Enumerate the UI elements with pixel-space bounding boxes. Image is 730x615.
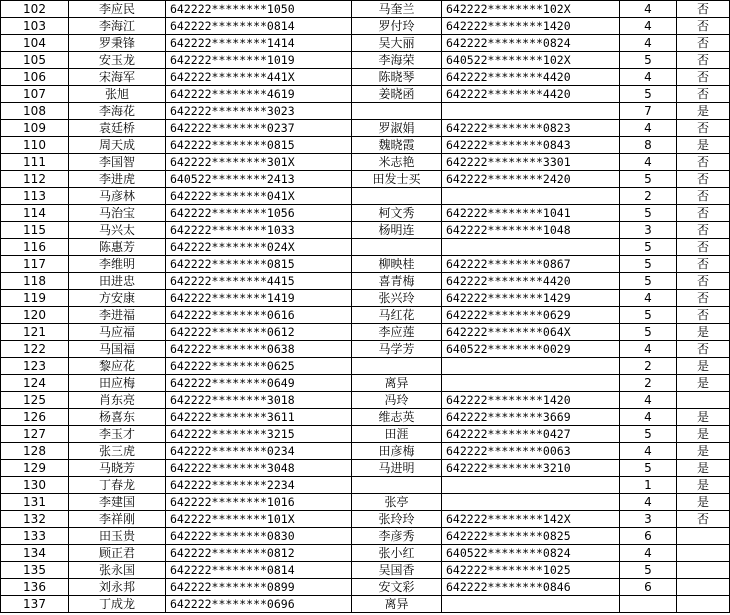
- status-flag-cell: [677, 579, 730, 596]
- householder-id-cell: 642222********041X: [166, 188, 352, 205]
- row-number-cell: 112: [1, 171, 69, 188]
- householder-id-cell: 642222********0814: [166, 562, 352, 579]
- status-flag-cell: 否: [677, 154, 730, 171]
- householder-name-cell: 马兴太: [69, 222, 166, 239]
- household-size-cell: 3: [620, 222, 677, 239]
- spouse-name-cell: 张亭: [352, 494, 442, 511]
- householder-name-cell: 丁春龙: [69, 477, 166, 494]
- spouse-id-cell: 642222********0063: [442, 443, 620, 460]
- householder-id-cell: 642222********4415: [166, 273, 352, 290]
- table-row: [1, 205, 730, 222]
- spouse-name-cell: 张玲玲: [352, 511, 442, 528]
- status-flag-cell: 否: [677, 341, 730, 358]
- householder-name-cell: 李海花: [69, 103, 166, 120]
- table-row: [1, 1, 730, 18]
- table-body: [1, 1, 730, 613]
- householder-name-cell: 马彦林: [69, 188, 166, 205]
- household-size-cell: 4: [620, 290, 677, 307]
- household-size-cell: 4: [620, 35, 677, 52]
- status-flag-cell: 否: [677, 86, 730, 103]
- householder-name-cell: 丁成龙: [69, 596, 166, 613]
- spouse-id-cell: 642222********1025: [442, 562, 620, 579]
- householder-name-cell: 李海江: [69, 18, 166, 35]
- status-flag-cell: 否: [677, 239, 730, 256]
- spouse-name-cell: 马学芳: [352, 341, 442, 358]
- householder-id-cell: 642222********441X: [166, 69, 352, 86]
- table-row: [1, 52, 730, 69]
- household-size-cell: 4: [620, 120, 677, 137]
- householder-id-cell: 642222********0625: [166, 358, 352, 375]
- householder-name-cell: 周天成: [69, 137, 166, 154]
- status-flag-cell: 否: [677, 511, 730, 528]
- spouse-id-cell: 642222********102X: [442, 1, 620, 18]
- status-flag-cell: 否: [677, 52, 730, 69]
- status-flag-cell: 否: [677, 18, 730, 35]
- householder-name-cell: 陈惠芳: [69, 239, 166, 256]
- spouse-id-cell: 642222********4420: [442, 273, 620, 290]
- row-number-cell: 115: [1, 222, 69, 239]
- row-number-cell: 126: [1, 409, 69, 426]
- status-flag-cell: 否: [677, 171, 730, 188]
- householder-id-cell: 642222********1056: [166, 205, 352, 222]
- spouse-name-cell: 魏晓霞: [352, 137, 442, 154]
- householder-name-cell: 李进福: [69, 307, 166, 324]
- spouse-id-cell: 642222********4420: [442, 69, 620, 86]
- spouse-id-cell: 642222********142X: [442, 511, 620, 528]
- table-row: [1, 460, 730, 477]
- spouse-id-cell: [442, 188, 620, 205]
- household-size-cell: [620, 596, 677, 613]
- spouse-name-cell: 维志英: [352, 409, 442, 426]
- status-flag-cell: 否: [677, 69, 730, 86]
- status-flag-cell: 否: [677, 188, 730, 205]
- household-size-cell: 3: [620, 511, 677, 528]
- householder-id-cell: 642222********0814: [166, 18, 352, 35]
- household-size-cell: 7: [620, 103, 677, 120]
- spouse-name-cell: 米志艳: [352, 154, 442, 171]
- table-row: [1, 324, 730, 341]
- householder-name-cell: 李进虎: [69, 171, 166, 188]
- household-size-cell: 4: [620, 409, 677, 426]
- row-number-cell: 109: [1, 120, 69, 137]
- household-size-cell: 5: [620, 562, 677, 579]
- spouse-name-cell: 李海荣: [352, 52, 442, 69]
- household-size-cell: 4: [620, 494, 677, 511]
- spouse-id-cell: 642222********3210: [442, 460, 620, 477]
- householder-id-cell: 642222********0638: [166, 341, 352, 358]
- spouse-name-cell: 柳映桂: [352, 256, 442, 273]
- householder-name-cell: 李维明: [69, 256, 166, 273]
- household-size-cell: 6: [620, 579, 677, 596]
- spouse-id-cell: 642222********1420: [442, 392, 620, 409]
- householder-name-cell: 马国福: [69, 341, 166, 358]
- spouse-name-cell: 罗付玲: [352, 18, 442, 35]
- spouse-name-cell: 安文彩: [352, 579, 442, 596]
- row-number-cell: 135: [1, 562, 69, 579]
- table-row: [1, 137, 730, 154]
- householder-id-cell: 642222********1419: [166, 290, 352, 307]
- table-row: [1, 256, 730, 273]
- householder-id-cell: 642222********3215: [166, 426, 352, 443]
- table-row: [1, 273, 730, 290]
- status-flag-cell: 是: [677, 443, 730, 460]
- table-row: [1, 69, 730, 86]
- household-size-cell: 5: [620, 324, 677, 341]
- householder-id-cell: 642222********301X: [166, 154, 352, 171]
- householder-id-cell: 642222********1050: [166, 1, 352, 18]
- spouse-name-cell: [352, 477, 442, 494]
- table-row: [1, 188, 730, 205]
- householder-name-cell: 宋海军: [69, 69, 166, 86]
- spouse-name-cell: 杨明连: [352, 222, 442, 239]
- spouse-id-cell: [442, 494, 620, 511]
- status-flag-cell: 否: [677, 290, 730, 307]
- household-size-cell: 5: [620, 86, 677, 103]
- table-row: [1, 358, 730, 375]
- householder-id-cell: 642222********3611: [166, 409, 352, 426]
- householder-id-cell: 642222********0237: [166, 120, 352, 137]
- table-row: [1, 392, 730, 409]
- household-size-cell: 5: [620, 426, 677, 443]
- spouse-id-cell: 642222********0867: [442, 256, 620, 273]
- householder-name-cell: 马治宝: [69, 205, 166, 222]
- spouse-name-cell: 罗淑娟: [352, 120, 442, 137]
- row-number-cell: 133: [1, 528, 69, 545]
- table-row: [1, 409, 730, 426]
- row-number-cell: 102: [1, 1, 69, 18]
- household-size-cell: 4: [620, 443, 677, 460]
- table-row: [1, 477, 730, 494]
- row-number-cell: 124: [1, 375, 69, 392]
- table-row: [1, 239, 730, 256]
- table-row: [1, 222, 730, 239]
- householder-name-cell: 安玉龙: [69, 52, 166, 69]
- spouse-id-cell: 642222********1420: [442, 18, 620, 35]
- spouse-name-cell: [352, 103, 442, 120]
- householder-name-cell: 杨喜东: [69, 409, 166, 426]
- spouse-id-cell: 642222********064X: [442, 324, 620, 341]
- spouse-name-cell: [352, 239, 442, 256]
- status-flag-cell: [677, 528, 730, 545]
- spouse-name-cell: 李应莲: [352, 324, 442, 341]
- householder-id-cell: 642222********0612: [166, 324, 352, 341]
- spouse-id-cell: 640522********0029: [442, 341, 620, 358]
- status-flag-cell: 是: [677, 494, 730, 511]
- spouse-id-cell: 642222********0825: [442, 528, 620, 545]
- row-number-cell: 104: [1, 35, 69, 52]
- household-size-cell: 5: [620, 273, 677, 290]
- table-row: [1, 171, 730, 188]
- row-number-cell: 111: [1, 154, 69, 171]
- row-number-cell: 129: [1, 460, 69, 477]
- table-row: [1, 579, 730, 596]
- spouse-id-cell: [442, 358, 620, 375]
- householder-id-cell: 642222********1019: [166, 52, 352, 69]
- spouse-id-cell: 640522********0824: [442, 545, 620, 562]
- row-number-cell: 123: [1, 358, 69, 375]
- row-number-cell: 108: [1, 103, 69, 120]
- spouse-id-cell: 642222********1041: [442, 205, 620, 222]
- row-number-cell: 137: [1, 596, 69, 613]
- household-size-cell: 2: [620, 375, 677, 392]
- status-flag-cell: 否: [677, 1, 730, 18]
- householder-id-cell: 642222********4619: [166, 86, 352, 103]
- householder-id-cell: 642222********0812: [166, 545, 352, 562]
- status-flag-cell: 是: [677, 103, 730, 120]
- householder-name-cell: 肖东亮: [69, 392, 166, 409]
- householder-name-cell: 刘永邦: [69, 579, 166, 596]
- spouse-id-cell: 640522********102X: [442, 52, 620, 69]
- table-row: [1, 375, 730, 392]
- spouse-name-cell: 喜青梅: [352, 273, 442, 290]
- row-number-cell: 117: [1, 256, 69, 273]
- householder-id-cell: 642222********3023: [166, 103, 352, 120]
- row-number-cell: 120: [1, 307, 69, 324]
- householder-name-cell: 顾正君: [69, 545, 166, 562]
- spouse-id-cell: [442, 103, 620, 120]
- householder-id-cell: 642222********0899: [166, 579, 352, 596]
- row-number-cell: 130: [1, 477, 69, 494]
- spouse-id-cell: 642222********4420: [442, 86, 620, 103]
- spouse-name-cell: 马奎兰: [352, 1, 442, 18]
- householder-name-cell: 李建国: [69, 494, 166, 511]
- table-row: [1, 290, 730, 307]
- householder-id-cell: 642222********0696: [166, 596, 352, 613]
- householder-name-cell: 张永国: [69, 562, 166, 579]
- spouse-name-cell: 吴国香: [352, 562, 442, 579]
- householder-name-cell: 黎应花: [69, 358, 166, 375]
- status-flag-cell: 否: [677, 120, 730, 137]
- spouse-id-cell: [442, 596, 620, 613]
- household-size-cell: 4: [620, 154, 677, 171]
- spouse-id-cell: 642222********0427: [442, 426, 620, 443]
- household-size-cell: 4: [620, 69, 677, 86]
- row-number-cell: 131: [1, 494, 69, 511]
- householder-id-cell: 642222********1016: [166, 494, 352, 511]
- status-flag-cell: 是: [677, 409, 730, 426]
- householder-name-cell: 田进忠: [69, 273, 166, 290]
- household-size-cell: 8: [620, 137, 677, 154]
- spouse-id-cell: 642222********3669: [442, 409, 620, 426]
- status-flag-cell: 否: [677, 35, 730, 52]
- spouse-name-cell: [352, 358, 442, 375]
- household-size-cell: 5: [620, 239, 677, 256]
- householder-id-cell: 640522********2413: [166, 171, 352, 188]
- householder-id-cell: 642222********0234: [166, 443, 352, 460]
- householder-name-cell: 张三虎: [69, 443, 166, 460]
- table-row: [1, 528, 730, 545]
- status-flag-cell: [677, 545, 730, 562]
- spouse-id-cell: 642222********1048: [442, 222, 620, 239]
- householder-name-cell: 田玉贵: [69, 528, 166, 545]
- table-row: [1, 86, 730, 103]
- householder-name-cell: 李玉才: [69, 426, 166, 443]
- row-number-cell: 105: [1, 52, 69, 69]
- householder-name-cell: 田应梅: [69, 375, 166, 392]
- row-number-cell: 107: [1, 86, 69, 103]
- row-number-cell: 125: [1, 392, 69, 409]
- spouse-id-cell: 642222********0823: [442, 120, 620, 137]
- row-number-cell: 121: [1, 324, 69, 341]
- householder-id-cell: 642222********0815: [166, 256, 352, 273]
- status-flag-cell: [677, 596, 730, 613]
- householder-name-cell: 李应民: [69, 1, 166, 18]
- household-size-cell: 4: [620, 341, 677, 358]
- householder-id-cell: 642222********3018: [166, 392, 352, 409]
- spouse-name-cell: 吴大丽: [352, 35, 442, 52]
- row-number-cell: 136: [1, 579, 69, 596]
- householder-id-cell: 642222********1414: [166, 35, 352, 52]
- household-size-cell: 5: [620, 307, 677, 324]
- householder-id-cell: 642222********2234: [166, 477, 352, 494]
- householder-name-cell: 罗秉锋: [69, 35, 166, 52]
- household-size-cell: 1: [620, 477, 677, 494]
- table-row: [1, 426, 730, 443]
- householder-name-cell: 马晓芳: [69, 460, 166, 477]
- row-number-cell: 127: [1, 426, 69, 443]
- row-number-cell: 132: [1, 511, 69, 528]
- row-number-cell: 128: [1, 443, 69, 460]
- row-number-cell: 119: [1, 290, 69, 307]
- spouse-name-cell: 柯文秀: [352, 205, 442, 222]
- household-size-cell: 4: [620, 392, 677, 409]
- spouse-name-cell: 离异: [352, 375, 442, 392]
- householder-id-cell: 642222********101X: [166, 511, 352, 528]
- status-flag-cell: 是: [677, 460, 730, 477]
- householder-name-cell: 李国智: [69, 154, 166, 171]
- household-size-cell: 5: [620, 171, 677, 188]
- householder-id-cell: 642222********024X: [166, 239, 352, 256]
- householder-id-cell: 642222********1033: [166, 222, 352, 239]
- spouse-id-cell: 642222********2420: [442, 171, 620, 188]
- household-size-cell: 4: [620, 545, 677, 562]
- spouse-name-cell: 马红花: [352, 307, 442, 324]
- status-flag-cell: 否: [677, 273, 730, 290]
- status-flag-cell: 是: [677, 358, 730, 375]
- spouse-name-cell: 马进明: [352, 460, 442, 477]
- status-flag-cell: 否: [677, 205, 730, 222]
- spouse-name-cell: 田彦梅: [352, 443, 442, 460]
- spouse-name-cell: 田涯: [352, 426, 442, 443]
- spouse-id-cell: 642222********0843: [442, 137, 620, 154]
- status-flag-cell: 是: [677, 375, 730, 392]
- row-number-cell: 122: [1, 341, 69, 358]
- table-row: [1, 443, 730, 460]
- row-number-cell: 118: [1, 273, 69, 290]
- spouse-id-cell: [442, 375, 620, 392]
- spouse-id-cell: 642222********0629: [442, 307, 620, 324]
- status-flag-cell: 是: [677, 324, 730, 341]
- table-row: [1, 596, 730, 613]
- householder-name-cell: 马应福: [69, 324, 166, 341]
- householder-name-cell: 李祥刚: [69, 511, 166, 528]
- spouse-name-cell: 张兴玲: [352, 290, 442, 307]
- household-size-cell: 5: [620, 205, 677, 222]
- row-number-cell: 113: [1, 188, 69, 205]
- household-size-cell: 5: [620, 460, 677, 477]
- table-row: [1, 120, 730, 137]
- spouse-id-cell: [442, 477, 620, 494]
- spouse-name-cell: 冯玲: [352, 392, 442, 409]
- table-row: [1, 154, 730, 171]
- householder-name-cell: 张旭: [69, 86, 166, 103]
- row-number-cell: 110: [1, 137, 69, 154]
- row-number-cell: 116: [1, 239, 69, 256]
- status-flag-cell: [677, 562, 730, 579]
- spouse-id-cell: [442, 239, 620, 256]
- spouse-id-cell: 642222********0846: [442, 579, 620, 596]
- householder-name-cell: 袁廷桥: [69, 120, 166, 137]
- status-flag-cell: 是: [677, 477, 730, 494]
- household-size-cell: 4: [620, 18, 677, 35]
- household-size-cell: 5: [620, 52, 677, 69]
- household-size-cell: 4: [620, 1, 677, 18]
- spouse-id-cell: 642222********1429: [442, 290, 620, 307]
- household-size-cell: 2: [620, 358, 677, 375]
- spouse-name-cell: 姜晓函: [352, 86, 442, 103]
- table-row: [1, 103, 730, 120]
- table-row: [1, 562, 730, 579]
- spouse-name-cell: 张小红: [352, 545, 442, 562]
- status-flag-cell: 是: [677, 137, 730, 154]
- status-flag-cell: 是: [677, 426, 730, 443]
- household-size-cell: 6: [620, 528, 677, 545]
- table-row: [1, 494, 730, 511]
- status-flag-cell: 否: [677, 307, 730, 324]
- row-number-cell: 134: [1, 545, 69, 562]
- status-flag-cell: 否: [677, 256, 730, 273]
- row-number-cell: 103: [1, 18, 69, 35]
- status-flag-cell: [677, 392, 730, 409]
- householder-name-cell: 方安康: [69, 290, 166, 307]
- householder-id-cell: 642222********0649: [166, 375, 352, 392]
- spouse-name-cell: [352, 188, 442, 205]
- household-size-cell: 2: [620, 188, 677, 205]
- table-row: [1, 545, 730, 562]
- householder-id-cell: 642222********3048: [166, 460, 352, 477]
- row-number-cell: 106: [1, 69, 69, 86]
- table-row: [1, 18, 730, 35]
- householder-id-cell: 642222********0616: [166, 307, 352, 324]
- spouse-id-cell: 642222********3301: [442, 154, 620, 171]
- spouse-name-cell: 离异: [352, 596, 442, 613]
- status-flag-cell: 否: [677, 222, 730, 239]
- householder-id-cell: 642222********0830: [166, 528, 352, 545]
- householder-id-cell: 642222********0815: [166, 137, 352, 154]
- table-row: [1, 341, 730, 358]
- spouse-name-cell: 李彦秀: [352, 528, 442, 545]
- table-row: [1, 307, 730, 324]
- row-number-cell: 114: [1, 205, 69, 222]
- table-row: [1, 511, 730, 528]
- table-row: [1, 35, 730, 52]
- household-size-cell: 5: [620, 256, 677, 273]
- spouse-name-cell: 陈晓琴: [352, 69, 442, 86]
- spouse-id-cell: 642222********0824: [442, 35, 620, 52]
- spouse-name-cell: 田发士买: [352, 171, 442, 188]
